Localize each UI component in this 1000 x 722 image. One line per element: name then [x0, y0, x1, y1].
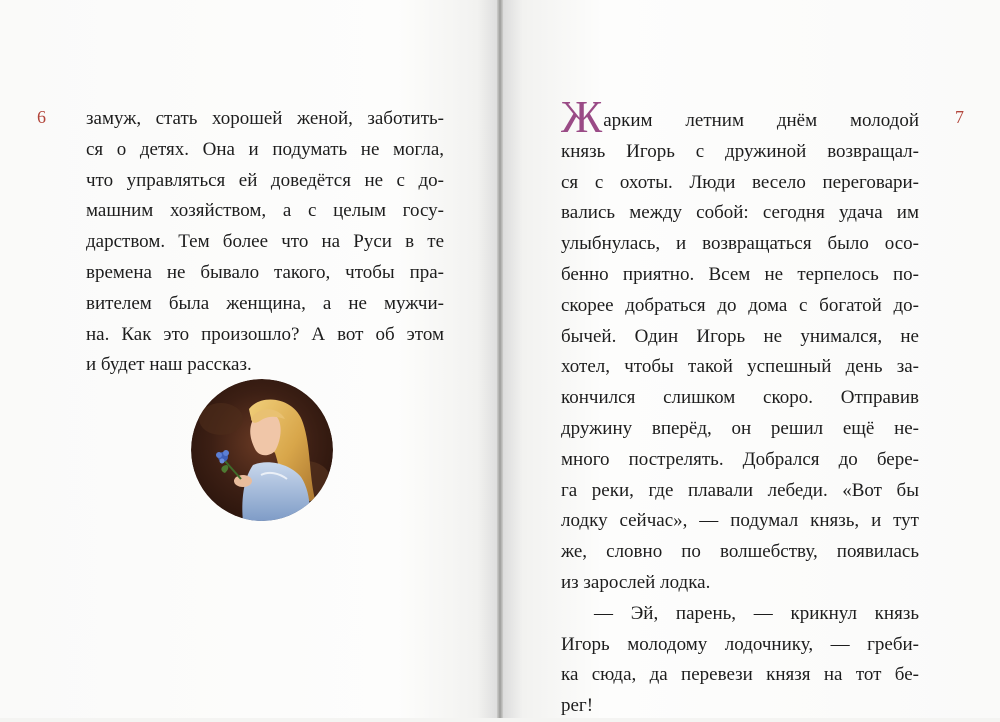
girl-with-flower-illustration: [191, 379, 333, 521]
book-gutter: [497, 0, 503, 718]
illustration-image: [191, 379, 333, 521]
text-line: машним хозяйством, а с целым госу-: [86, 200, 444, 222]
text-line: кончился слишком скоро. Отправив: [561, 387, 919, 409]
text-line-first: [561, 91, 919, 142]
text-line: вались между собой: сегодня удача им: [561, 202, 919, 224]
text-line: бенно приятно. Всем не терпелось по-: [561, 263, 919, 285]
right-page-text: [561, 91, 919, 722]
text-line: рег!: [561, 695, 594, 717]
text-line: из зарослей лодка.: [561, 571, 711, 593]
text-line: бычей. Один Игорь не унимался, не: [561, 325, 919, 347]
text-line: хотел, чтобы такой успешный день за-: [561, 356, 919, 378]
text-line: времена не бывало такого, чтобы пра-: [86, 261, 444, 283]
text-line: ся с охоты. Люди весело переговари-: [561, 171, 919, 193]
text-line: ка сюда, да перевези князя на тот бе-: [561, 664, 919, 686]
first-line-text: арким летним днём молодой: [603, 110, 919, 131]
left-page-number: 6: [37, 107, 46, 127]
text-line: замуж, стать хорошей женой, заботить-: [86, 108, 444, 129]
text-line: дарством. Тем более что на Руси в те: [86, 231, 444, 253]
drop-cap: Ж: [561, 91, 603, 142]
text-line: Игорь молодому лодочнику, — греби-: [561, 633, 919, 655]
text-line: что управляться ей доведётся не с до-: [86, 169, 444, 191]
text-line: вителем была женщина, а не мужчи-: [86, 292, 444, 314]
right-page-number: 7: [955, 107, 964, 127]
text-line: князь Игорь с дружиной возвращал-: [561, 140, 919, 162]
text-line: скорее добраться до дома с богатой до-: [561, 294, 919, 316]
text-line: — Эй, парень, — крикнул князь: [594, 602, 919, 624]
text-line: же, словно по волшебству, появилась: [561, 541, 919, 563]
text-line: га реки, где плавали лебеди. «Вот бы: [561, 479, 919, 501]
text-line: на. Как это произошло? А вот об этом: [86, 323, 444, 345]
text-line: дружину вперёд, он решил ещё не-: [561, 417, 919, 439]
text-line: много пострелять. Добрался до бере-: [561, 448, 919, 470]
text-line: улыбнулась, и возвращаться было осо-: [561, 233, 919, 255]
left-page-text: [86, 104, 444, 381]
text-line: лодку сейчас», — подумал князь, и тут: [561, 510, 919, 532]
text-line: и будет наш рассказ.: [86, 354, 252, 376]
text-line: ся о детях. Она и подумать не могла,: [86, 138, 444, 160]
